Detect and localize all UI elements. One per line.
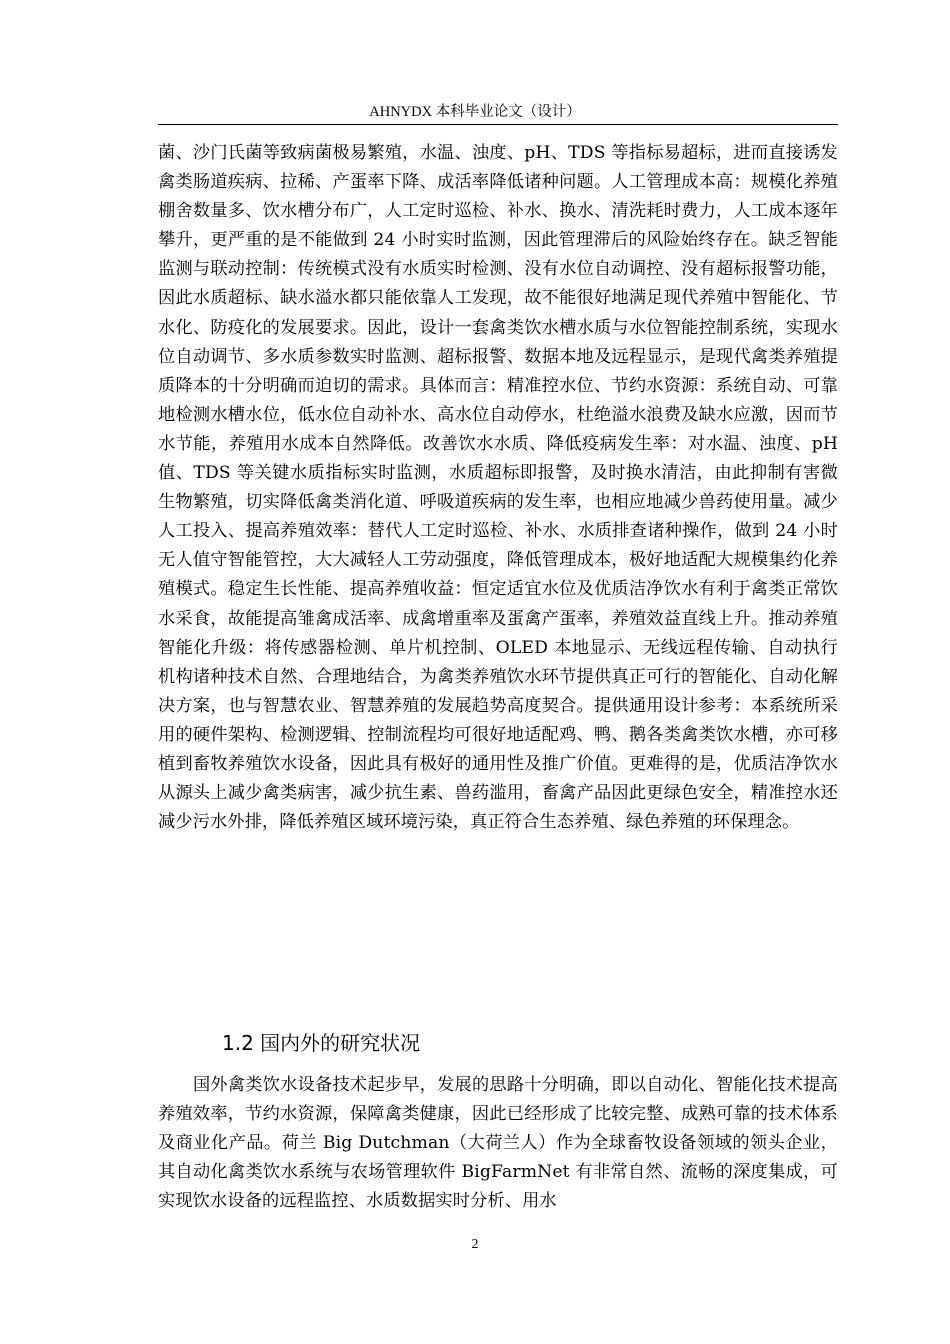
body-paragraph-2: 国外禽类饮水设备技术起步早，发展的思路十分明确，即以自动化、智能化技术提高养殖效率，节约水资源，保障禽类健康，因此已经形成了比较完整、成熟可靠的技术体系及商业化产品。荷兰 Big Dutchman（大荷兰人）作为全球畜牧设备领域的领头企业，其自动化禽类饮水系统与农场管理软件 BigFarmNet 有非常自然、流畅的深度集成，可实现饮水设备的远程监控、水质数据实时分析、用水	[158, 1075, 838, 1212]
header-divider	[158, 124, 838, 125]
page-number: 2	[471, 1237, 479, 1252]
running-header: AHNYDX 本科毕业论文（设计）	[369, 104, 581, 120]
body-paragraph-1: 菌、沙门氏菌等致病菌极易繁殖，水温、浊度、pH、TDS 等指标易超标，进而直接诱发禽类肠道疾病、拉稀、产蛋率下降、成活率降低诸种问题。人工管理成本高：规模化养殖棚舍数量多、饮水槽分布广，人工定时巡检、补水、换水、清洗耗时费力，人工成本逐年攀升，更严重的是不能做到 24 小时实时监测，因此管理滞后的风险始终存在。缺乏智能监测与联动控制：传统模式没有水质实时检测、没有水位自动调控、没有超标报警功能，因此水质超标、缺水溢水都只能依靠人工发现，故不能很好地满足现代养殖中智能化、节水化、防疫化的发展要求。因此，设计一套禽类饮水槽水质与水位智能控制系统，实现水位自动调节、多水质参数实时监测、超标报警、数据本地及远程显示，是现代禽类养殖提质降本的十分明确而迫切的需求。具体而言：精准控水位、节约水资源：系统自动、可靠地检测水槽水位，低水位自动补水、高水位自动停水，杜绝溢水浪费及缺水应激，因而节水节能，养殖用水成本自然降低。改善饮水水质、降低疫病发生率：对水温、浊度、pH 值、TDS 等关键水质指标实时监测，水质超标即报警，及时换水清洁，由此抑制有害微生物繁殖，切实降低禽类消化道、呼吸道疾病的发生率，也相应地减少兽药使用量。减少人工投入、提高养殖效率：替代人工定时巡检、补水、水质排查诸种操作，做到 24 小时无人值守智能管控，大大减轻人工劳动强度，降低管理成本，极好地适配大规模集约化养殖模式。稳定生长性能、提高养殖收益：恒定适宜水位及优质洁净饮水有利于禽类正常饮水采食，故能提高雏禽成活率、成禽增重率及蛋禽产蛋率，养殖效益直线上升。推动养殖智能化升级：将传感器检测、单片机控制、OLED 本地显示、无线远程传输、自动执行机构诸种技术自然、合理地结合，为禽类养殖饮水环节提供真正可行的智能化、自动化解决方案，也与智慧农业、智慧养殖的发展趋势高度契合。提供通用设计参考：本系统所采用的硬件架构、检测逻辑、控制流程均可很好地适配鸡、鸭、鹅各类禽类饮水槽，亦可移植到畜牧养殖饮水设备，因此具有极好的通用性及推广价值。更难得的是，优质洁净饮水从源头上减少禽类病害，减少抗生素、兽药滥用，畜禽产品因此更绿色安全，精准控水还减少污水外排，降低养殖区域环境污染，真正符合生态养殖、绿色养殖的环保理念。	[158, 143, 838, 833]
section-heading: 1.2 国内外的研究状况	[222, 1031, 421, 1055]
